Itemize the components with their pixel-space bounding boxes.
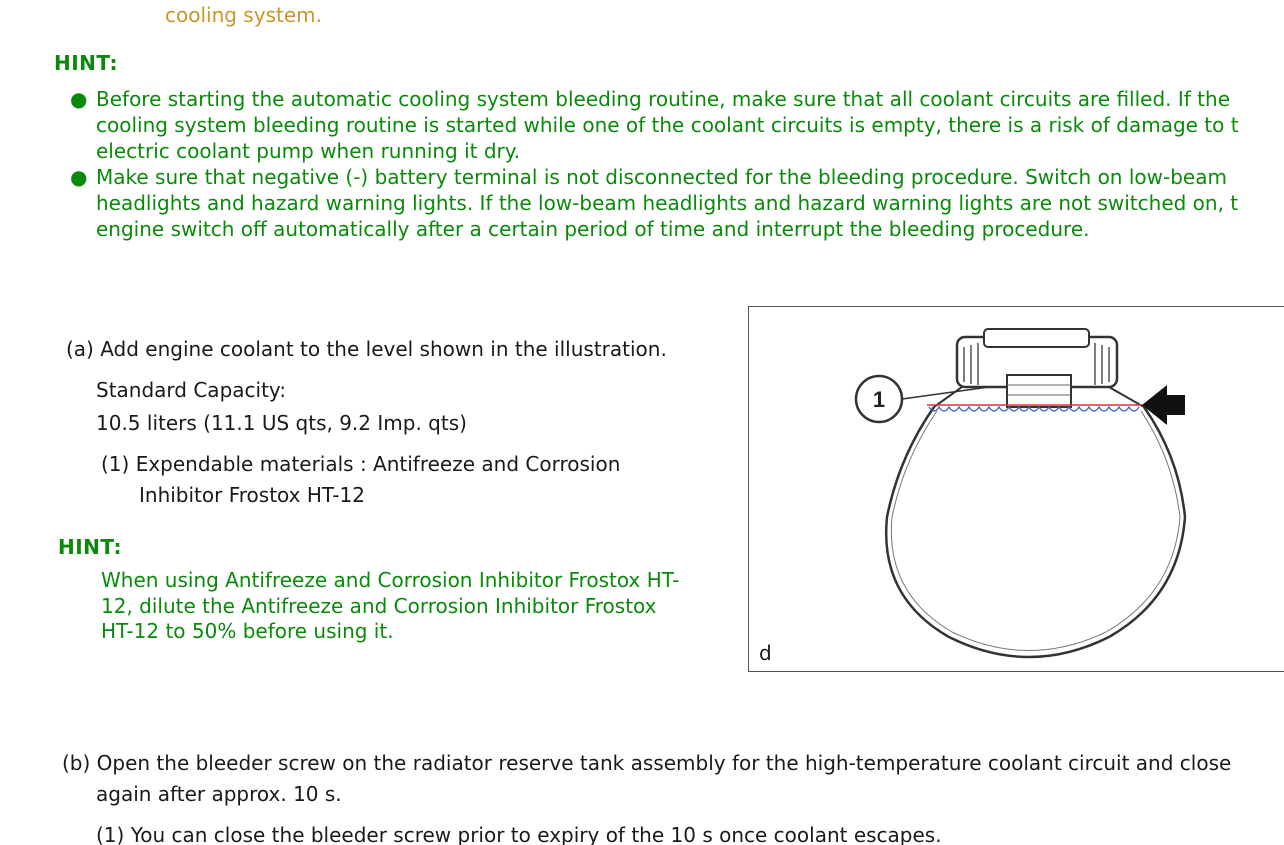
filler-tube (1007, 375, 1071, 407)
callout-leader (902, 387, 989, 399)
bullet-line: Make sure that negative (-) battery terminal is not disconnected for the bleeding procedure. Switch on low-beam (96, 165, 1227, 189)
bullet-line: cooling system bleeding routine is started while one of the coolant circuits is empty, there is a risk of damage to t (96, 113, 1239, 137)
hint-bullet-item (60, 164, 1284, 242)
tank-body-outline (886, 407, 1185, 657)
reserve-tank-illustration (748, 306, 1284, 672)
callout-number: 1 (872, 387, 886, 412)
reserve-tank-drawing (749, 307, 1284, 673)
step-a-sub1-line1: (1) Expendable materials : Antifreeze and Corrosion (101, 452, 621, 476)
hint-label: HINT: (58, 535, 122, 559)
cap-top (984, 329, 1089, 347)
step-a-text: (a) Add engine coolant to the level shown in the illustration. (66, 337, 667, 361)
hint-line: 12, dilute the Antifreeze and Corrosion Inhibitor Frostox (101, 594, 657, 618)
bullet-icon: ● (70, 87, 88, 111)
capacity-label: Standard Capacity: (96, 378, 287, 402)
bullet-line: electric coolant pump when running it dry. (96, 139, 521, 163)
step-b-line1: (b) Open the bleeder screw on the radiator reserve tank assembly for the high-temperature coolant circuit and close (62, 751, 1232, 775)
hint-bullet-list (60, 86, 1284, 242)
hint-line: When using Antifreeze and Corrosion Inhibitor Frostox HT- (101, 568, 680, 592)
bullet-line: engine switch off automatically after a certain period of time and interrupt the bleeding procedure. (96, 217, 1090, 241)
bullet-icon: ● (70, 165, 88, 189)
step-b-sub1: (1) You can close the bleeder screw prior to expiry of the 10 s once coolant escapes. (96, 823, 942, 845)
bullet-line: Before starting the automatic cooling system bleeding routine, make sure that all coolant circuits are filled. If the (96, 87, 1230, 111)
caution-text-tail: cooling system. (165, 3, 322, 27)
capacity-value: 10.5 liters (11.1 US qts, 9.2 Imp. qts) (96, 411, 467, 435)
level-arrow-icon (1142, 385, 1185, 425)
tank-body-inner (891, 411, 1180, 651)
hint-bullet-item (60, 86, 1284, 164)
bullet-line: headlights and hazard warning lights. If the low-beam headlights and hazard warning lights are not switched on, t (96, 191, 1239, 215)
hint-label: HINT: (54, 51, 118, 75)
step-a-sub1-line2: Inhibitor Frostox HT-12 (139, 483, 365, 507)
hint-line: HT-12 to 50% before using it. (101, 619, 394, 643)
figure-corner-label: d (759, 641, 772, 665)
step-b-line2: again after approx. 10 s. (96, 782, 342, 806)
